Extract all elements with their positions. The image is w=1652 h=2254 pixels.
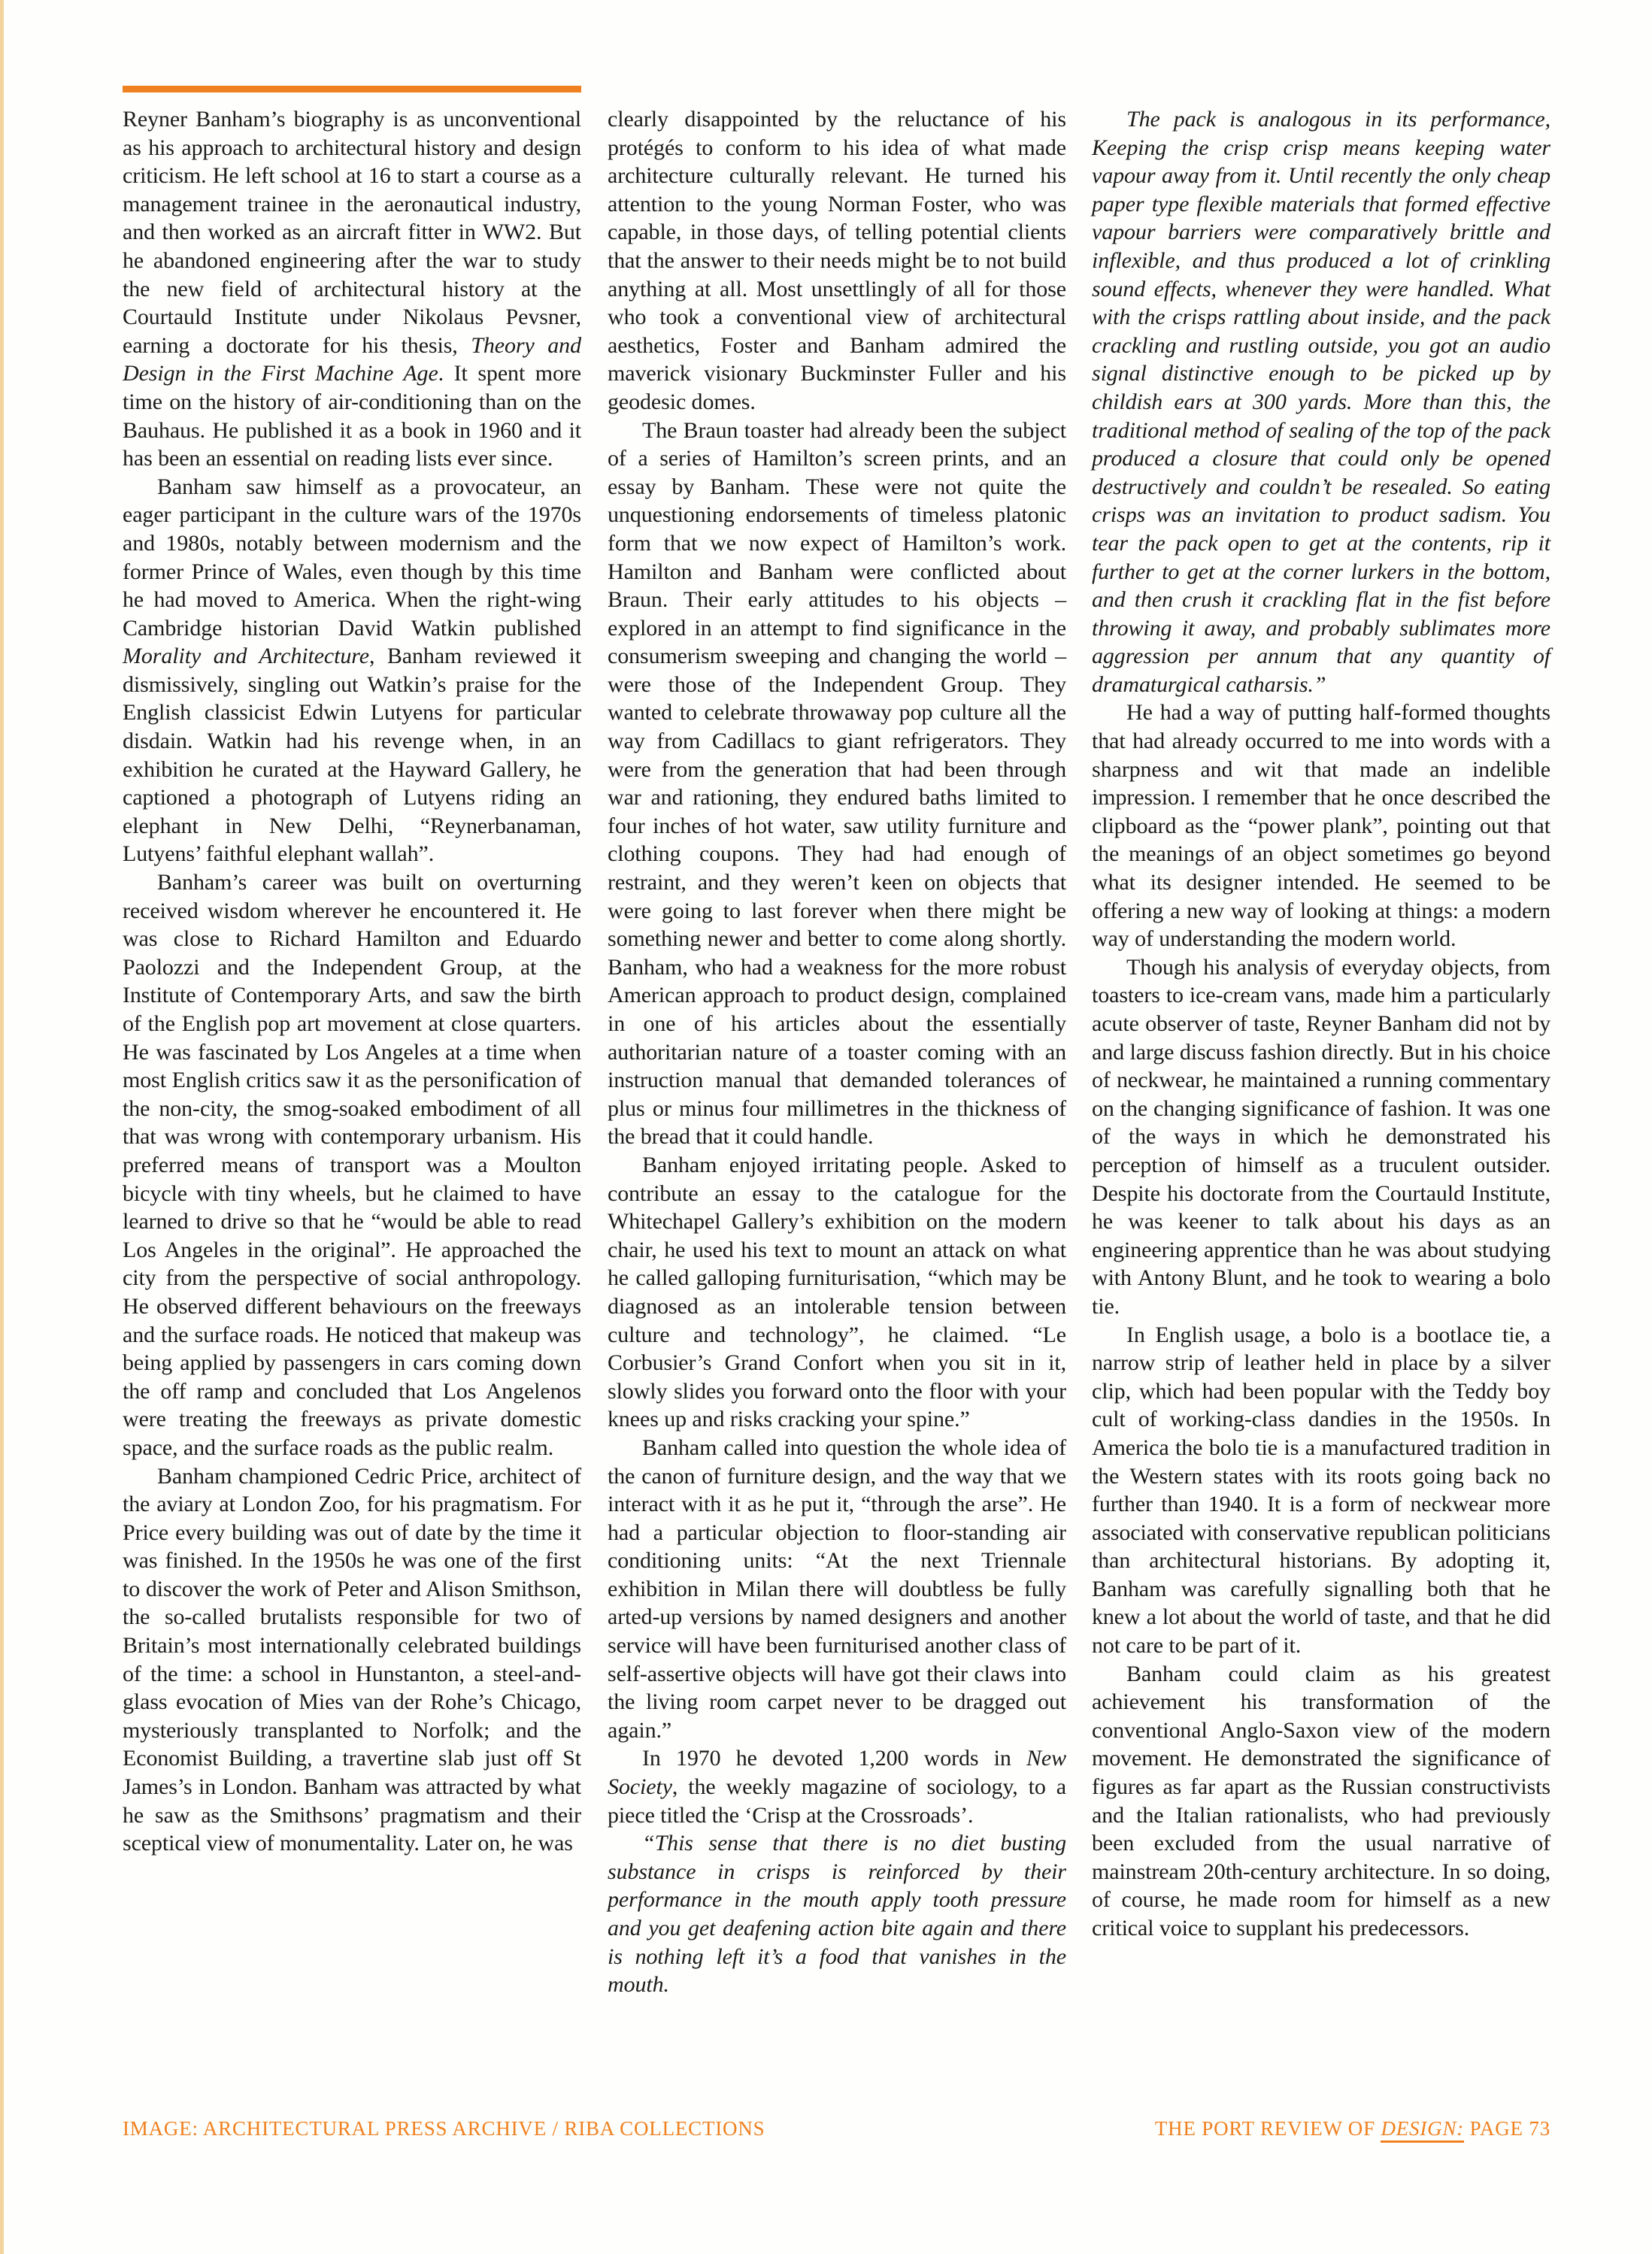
paragraph: “This sense that there is no diet busting substance in crisps is reinforced by their performance in the mouth apply tooth pressure and you get deafening action bite again and there is nothing left it’s a food that vanishes in the mouth. [608, 1831, 1066, 1998]
paragraph: In English usage, a bolo is a bootlace tie, a narrow strip of leather held in place by a silver clip, which had been popular with the Teddy boy cult of working-class dandies in the 1950s. In America the bolo tie is a manufactured tradition in the Western states with its roots going back no further than 1940. It is a form of neckwear more associated with conservative republican politicians than architectural historians. By adopting it, Banham was carefully signalling both that he knew a lot about the world of taste, and that he did not care to be part of it. [1092, 1322, 1550, 1659]
paragraph: Banham called into question the whole idea of the canon of furniture design, and the way that we interact with it as he put it, “through the arse”. He had a particular objection to floor-standing air conditioning units: “At the next Triennale exhibition in Milan there will doubtless be fully arted-up versions by named designers and another service will have been furniturised another class of self-assertive objects will have got their claws into the living room carpet never to be dragged out again.” [608, 1435, 1066, 1743]
paragraph: Banham championed Cedric Price, architect of the aviary at London Zoo, for his pragmatism. For Price every building was out of date by the time it was finished. In the 1950s he was one of the first to discover the work of Peter and Alison Smithson, the so-called brutalists responsible for two of Britain’s most internationally celebrated buildings of the time: a school in Hunstanton, a steel-and-glass evocation of Mies van der Rohe’s Chicago, mysteriously transplanted to Norfolk; and the Economist Building, a travertine slab just off St James’s in London. Banham was attracted by what he saw as the Smithsons’ pragmatism and their sceptical view of monumentality. Later on, he was [123, 1463, 581, 1856]
paragraph: clearly disappointed by the reluctance of his protégés to conform to his idea of what made architecture culturally relevant. He turned his attention to the young Norman Foster, who was capable, in those days, of telling potential clients that the answer to their needs might be to not build anything at all. Most unsettlingly of all for those who took a conventional view of architectural aesthetics, Foster and Banham admired the maverick visionary Buckminster Fuller and his geodesic domes. [608, 107, 1066, 414]
review-page-label [1155, 2117, 1550, 2140]
paragraph: The pack is analogous in its performance, Keeping the crisp crisp means keeping water vapour away from it. Until recently the only cheap paper type flexible materials that formed effective vapour barriers were comparatively brittle and inflexible, and thus produced a lot of crinkling sound effects, whenever they were handled. What with the crisps rattling about inside, and the pack crackling and rustling outside, you got an audio signal distinctive enough to be picked up by childish ears at 300 yards. More than this, the traditional method of sealing of the top of the pack produced a closure that could only be opened destructively and couldn’t be resealed. So eating crisps was an invitation to product sadism. You tear the pack open to get at the contents, rip it further to get at the corner lurkers in the bottom, and then crush it crackling flat in the fist before throwing it away, and probably sublimates more aggression per annum that any quantity of dramaturgical catharsis.” [1092, 107, 1550, 697]
paragraph: Banham enjoyed irritating people. Asked to contribute an essay to the catalogue for the Whitechapel Gallery’s exhibition on the modern chair, he used his text to mount an attack on what he called galloping furniturisation, “which may be diagnosed as an intolerable tension between culture and technology”, he claimed. “Le Corbusier’s Grand Confort when you sit in it, slowly slides you forward onto the floor with your knees up and risks cracking your spine.” [608, 1152, 1066, 1432]
page-footer [123, 2117, 1550, 2140]
page-edge-strip [0, 0, 4, 2254]
article-rule [123, 86, 581, 92]
paragraph: Banham could claim as his greatest achievement his transformation of the conventional Anglo-Saxon view of the modern movement. He demonstrated the significance of figures as far apart as the Russian constructivists and the Italian rationalists, who had previously been excluded from the usual narrative of mainstream 20th-century architecture. In so doing, of course, he made room for himself as a new critical voice to supplant his predecessors. [1092, 1661, 1550, 1940]
image-credit: IMAGE: ARCHITECTURAL PRESS ARCHIVE / RIBA COLLECTIONS [123, 2117, 765, 2140]
paragraph: Though his analysis of everyday objects, from toasters to ice-cream vans, made him a particularly acute observer of taste, Reyner Banham did not by and large discuss fashion directly. But in his choice of neckwear, he maintained a running commentary on the changing significance of fashion. It was one of the ways in which he demonstrated his perception of himself as a truculent outsider. Despite his doctorate from the Courtauld Institute, he was keener to talk about his days as an engineering apprentice than he was about studying with Antony Blunt, and he took to wearing a bolo tie. [1092, 954, 1550, 1319]
text-column-2 [608, 105, 1066, 1999]
text-column-3 [1092, 105, 1550, 1943]
paragraph: He had a way of putting half-formed thoughts that had already occurred to me into words with a sharpness and wit that made an indelible impression. I remember that he once described the clipboard as the “power plank”, pointing out that the meanings of an object sometimes go beyond what its designer intended. He seemed to be offering a new way of looking at things: a modern way of understanding the modern world. [1092, 700, 1550, 952]
paragraph: Reyner Banham’s biography is as unconventional as his approach to architectural history and design criticism. He left school at 16 to start a course as a management trainee in the aeronautical industry, and then worked as an aircraft fitter in WW2. But he abandoned engineering after the war to study the new field of architectural history at the Courtauld Institute under Nikolaus Pevsner, earning a doctorate for his thesis, Theory and Design in the First Machine Age. It spent more time on the history of air-conditioning than on the Bauhaus. He published it as a book in 1960 and it has been an essential on reading lists ever since. [123, 107, 581, 471]
paragraph: Banham’s career was built on overturning received wisdom wherever he encountered it. He was close to Richard Hamilton and Eduardo Paolozzi and the Independent Group, at the Institute of Contemporary Arts, and saw the birth of the English pop art movement at close quarters. He was fascinated by Los Angeles at a time when most English critics saw it as the personification of the non-city, the smog-soaked embodiment of all that was wrong with contemporary urbanism. His preferred means of transport was a Moulton bicycle with tiny wheels, but he claimed to have learned to drive so that he “would be able to read Los Angeles in the original”. He approached the city from the perspective of social anthropology. He observed different behaviours on the freeways and the surface roads. He noticed that makeup was being applied by passengers in cars coming down the off ramp and concluded that Los Angelenos were treating the freeways as private domestic space, and the surface roads as the public realm. [123, 870, 581, 1460]
paragraph: The Braun toaster had already been the subject of a series of Hamilton’s screen prints, and an essay by Banham. These were not quite the unquestioning endorsements of timeless platonic form that we now expect of Hamilton’s work. Hamilton and Banham were conflicted about Braun. Their early attitudes to his objects – explored in an attempt to find significance in the consumerism sweeping and changing the world – were those of the Independent Group. They wanted to celebrate throwaway pop culture all the way from Cadillacs to giant refrigerators. They were from the generation that had been through war and rationing, they endured baths limited to four inches of hot water, saw utility furniture and clothing coupons. They had had enough of restraint, and they weren’t keen on objects that were going to last forever when there might be something newer and better to come along shortly. Banham, who had a weakness for the more robust American approach to product design, complained in one of his articles about the essentially authoritarian nature of a toaster coming with an instruction manual that demanded tolerances of plus or minus four millimetres in the thickness of the bread that it could handle. [608, 417, 1066, 1150]
paragraph: Banham saw himself as a provocateur, an eager participant in the culture wars of the 1970s and 1980s, notably between modernism and the former Prince of Wales, even though by this time he had moved to America. When the right-wing Cambridge historian David Watkin published Morality and Architecture, Banham reviewed it dismissively, singling out Watkin’s praise for the English classicist Edwin Lutyens for particular disdain. Watkin had his revenge when, in an exhibition he curated at the Hayward Gallery, he captioned a photograph of Lutyens riding an elephant in New Delhi, “Reynerbanaman, Lutyens’ faithful elephant wallah”. [123, 474, 581, 867]
paragraph: In 1970 he devoted 1,200 words in New Society, the weekly magazine of sociology, to a piece titled the ‘Crisp at the Crossroads’. [608, 1746, 1066, 1828]
review-prefix: THE PORT REVIEW OF [1154, 2117, 1381, 2140]
text-column-1 [123, 105, 581, 1858]
review-suffix: PAGE 73 [1464, 2117, 1550, 2140]
design-title: DESIGN: [1381, 2117, 1464, 2143]
